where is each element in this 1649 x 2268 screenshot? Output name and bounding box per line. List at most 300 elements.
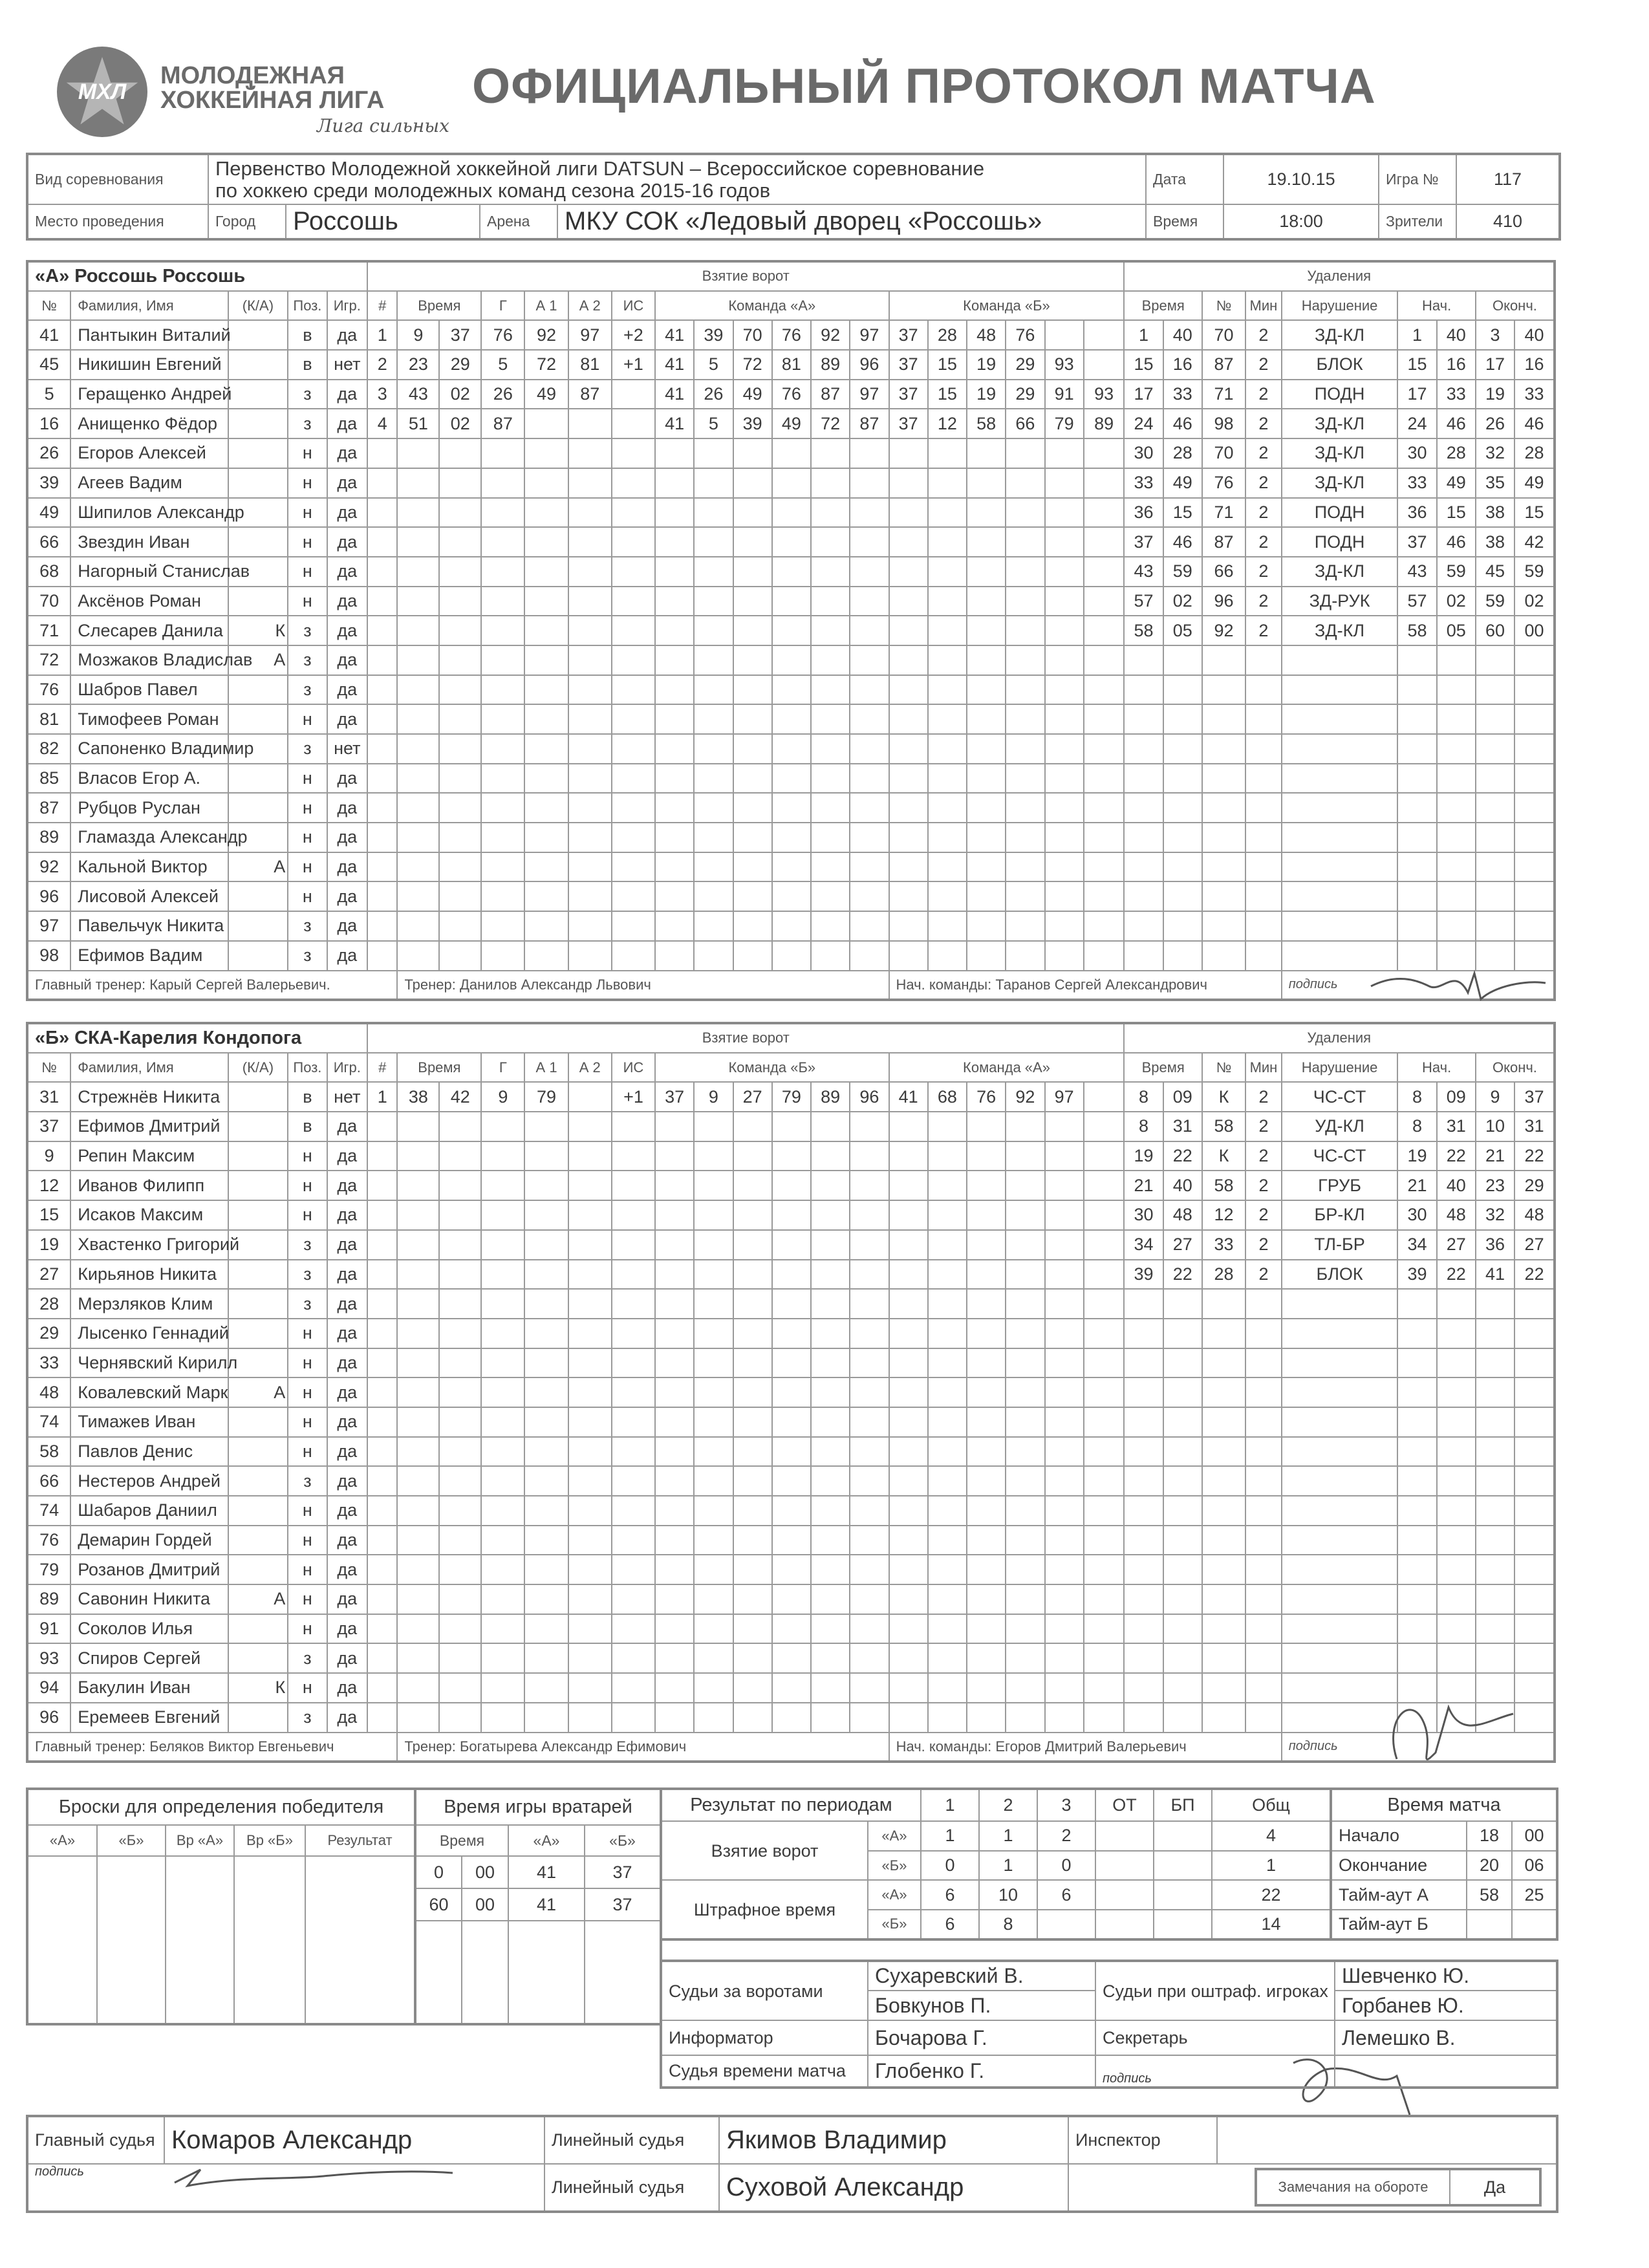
penalty-cell: 05	[1437, 616, 1476, 645]
goal-cell	[928, 1348, 967, 1378]
goal-cell	[439, 793, 481, 823]
on-ice-for: 97	[850, 380, 889, 409]
periods-table	[660, 1787, 1332, 1941]
penalty-cell: ЗД-КЛ	[1282, 409, 1398, 438]
penalty-cell	[1163, 793, 1202, 823]
player-name: Шипилов Александр	[70, 498, 228, 528]
goal-cell	[1045, 1171, 1084, 1200]
goal-cell	[1084, 1200, 1125, 1230]
player-played: да	[327, 527, 368, 557]
player-row	[27, 1584, 1555, 1614]
player-number: 9	[27, 1141, 70, 1171]
column-header: Время	[397, 291, 481, 321]
player-row	[27, 1377, 1555, 1407]
player-role	[228, 350, 288, 380]
on-ice-for: 89	[811, 1082, 850, 1112]
player-row	[27, 438, 1555, 468]
goal-cell	[367, 1614, 397, 1644]
penalty-cell: 34	[1124, 1230, 1163, 1260]
penalty-cell	[1476, 852, 1514, 882]
goal-cell	[811, 1112, 850, 1141]
period-value	[1154, 1910, 1212, 1939]
penalty-cell: 2	[1245, 1200, 1282, 1230]
goal-cell	[772, 764, 811, 794]
goal-cell	[655, 1643, 694, 1673]
penalty-cell	[1476, 1643, 1514, 1673]
match-time-mm	[1512, 1910, 1557, 1939]
goal-cell	[772, 1614, 811, 1644]
goal-cell	[850, 734, 889, 764]
goal-cell	[1045, 764, 1084, 794]
goal-cell	[772, 498, 811, 528]
goal-cell	[889, 468, 928, 498]
goal-cell	[568, 616, 612, 645]
player-name: Лысенко Геннадий	[70, 1319, 228, 1348]
goal-cell	[850, 675, 889, 705]
player-name: Ефимов Вадим	[70, 941, 228, 971]
column-header: Г	[481, 291, 524, 321]
goal-cell	[439, 1319, 481, 1348]
penalty-cell: 28	[1514, 438, 1555, 468]
period-value	[1095, 1821, 1154, 1851]
goal-cell	[568, 881, 612, 911]
player-name: Соколов Илья	[70, 1614, 228, 1644]
penalty-cell: 48	[1514, 1200, 1555, 1230]
penalty-cell: 45	[1476, 557, 1514, 587]
goal-cell	[1084, 1112, 1125, 1141]
goal-cell	[568, 1555, 612, 1584]
player-played: да	[327, 557, 368, 587]
penalty-cell: 59	[1163, 557, 1202, 587]
goal-cell	[694, 1230, 733, 1260]
player-number: 87	[27, 793, 70, 823]
goal-cell	[612, 438, 655, 468]
penalty-cell	[1124, 793, 1163, 823]
penalty-cell	[1202, 1289, 1245, 1319]
goal-cell	[772, 734, 811, 764]
goal-cell	[397, 1141, 439, 1171]
arena-label: Арена	[480, 204, 557, 239]
goal-cell	[367, 438, 397, 468]
goal-cell	[481, 1673, 524, 1703]
goal-cell	[612, 1437, 655, 1467]
player-number: 45	[27, 350, 70, 380]
on-ice-for: 37	[655, 1082, 694, 1112]
goal-cell	[1084, 911, 1125, 941]
penalty-cell	[1397, 1555, 1436, 1584]
penalty-cell	[1245, 1643, 1282, 1673]
goal-cell	[967, 1526, 1006, 1555]
goal-cell	[694, 704, 733, 734]
penalty-cell: ГРУБ	[1282, 1171, 1398, 1200]
goal-cell	[967, 557, 1006, 587]
player-role	[228, 1437, 288, 1467]
goal-cell	[1006, 1437, 1044, 1467]
goal-cell	[568, 852, 612, 882]
goal-cell	[612, 793, 655, 823]
goal-cell	[694, 1171, 733, 1200]
goal-cell	[967, 734, 1006, 764]
goal-cell	[811, 1584, 850, 1614]
goal-cell	[694, 852, 733, 882]
penalty-cell: 30	[1397, 1200, 1436, 1230]
goal-cell	[367, 498, 397, 528]
goal-cell	[481, 911, 524, 941]
penalty-cell	[1202, 941, 1245, 971]
on-ice-against: 93	[1084, 380, 1125, 409]
penalty-cell: БЛОК	[1282, 1260, 1398, 1290]
period-value: 4	[1212, 1821, 1331, 1851]
goal-cell	[524, 1703, 568, 1733]
goal-cell	[655, 1171, 694, 1200]
goal-cell	[367, 1289, 397, 1319]
goal-cell	[733, 1643, 772, 1673]
goal-cell	[367, 675, 397, 705]
penalty-cell: 02	[1514, 587, 1555, 616]
goal-cell	[772, 557, 811, 587]
goal-cell	[655, 1289, 694, 1319]
goal-cell	[481, 587, 524, 616]
penalty-cell	[1514, 1377, 1555, 1407]
player-role	[228, 1112, 288, 1141]
goal-cell	[1045, 1496, 1084, 1526]
goal-cell	[811, 438, 850, 468]
player-number: 31	[27, 1082, 70, 1112]
goal-cell	[397, 823, 439, 852]
goal-cell	[568, 645, 612, 675]
goal-cell	[655, 1555, 694, 1584]
goal-cell	[694, 1200, 733, 1230]
goal-cell	[568, 1584, 612, 1614]
on-ice-against: 97	[1045, 1082, 1084, 1112]
penalty-cell	[1163, 1614, 1202, 1644]
goal-cell	[928, 1496, 967, 1526]
penalty-cell: 16	[1514, 350, 1555, 380]
goal-cell	[1006, 1526, 1044, 1555]
on-ice-against: 28	[928, 320, 967, 350]
goal-cell	[733, 764, 772, 794]
goal-cell	[439, 823, 481, 852]
goal-cell	[397, 498, 439, 528]
penalty-cell	[1476, 1407, 1514, 1437]
penalty-cell: 42	[1514, 527, 1555, 557]
column-header: Команда «Б»	[655, 1053, 889, 1083]
goal-cell	[397, 1437, 439, 1467]
goal-cell	[1084, 1348, 1125, 1378]
penalty-cell	[1476, 823, 1514, 852]
player-name: Сапоненко Владимир	[70, 734, 228, 764]
goal-cell	[1084, 764, 1125, 794]
player-position: н	[288, 468, 327, 498]
period-value: 6	[921, 1910, 979, 1939]
penalty-cell: 38	[1476, 527, 1514, 557]
on-ice-for: 5	[694, 409, 733, 438]
penalty-cell	[1514, 1348, 1555, 1378]
penalty-cell: 8	[1124, 1112, 1163, 1141]
penalty-cell	[1245, 881, 1282, 911]
column-header: №	[27, 1053, 70, 1083]
player-played: да	[327, 409, 368, 438]
goal-cell: 97	[568, 320, 612, 350]
goal-cell	[1045, 793, 1084, 823]
goal-cell	[524, 1584, 568, 1614]
linesman-label-1: Линейный судья	[544, 2116, 719, 2164]
penalty-cell	[1163, 1289, 1202, 1319]
goal-cell	[733, 823, 772, 852]
penalty-cell	[1202, 1407, 1245, 1437]
goal-cell	[568, 1289, 612, 1319]
goal-cell	[928, 764, 967, 794]
goal-cell	[1006, 1171, 1044, 1200]
penalty-cell	[1124, 645, 1163, 675]
on-ice-against: 15	[928, 380, 967, 409]
goal-cell	[1084, 468, 1125, 498]
coach: Тренер: Данилов Александр Львович	[397, 971, 889, 1000]
goal-cell	[397, 1112, 439, 1141]
goal-cell	[772, 438, 811, 468]
goal-cell	[811, 941, 850, 971]
period-value	[1154, 1821, 1212, 1851]
goal-cell	[655, 1200, 694, 1230]
penalty-cell	[1245, 1466, 1282, 1496]
goal-cell	[928, 527, 967, 557]
player-role: А	[228, 1584, 288, 1614]
player-row	[27, 1289, 1555, 1319]
goal-cell	[655, 1614, 694, 1644]
penalty-cell	[1202, 1319, 1245, 1348]
penalty-cell	[1245, 941, 1282, 971]
period-value	[1095, 1851, 1154, 1881]
goal-cell	[1006, 1407, 1044, 1437]
penalty-cell	[1202, 764, 1245, 794]
on-ice-for: 81	[772, 350, 811, 380]
match-time-title: Время матча	[1331, 1789, 1557, 1821]
goal-cell	[481, 438, 524, 468]
penalty-cell	[1245, 1319, 1282, 1348]
goal-cell	[889, 823, 928, 852]
goal-cell	[889, 1614, 928, 1644]
goal-cell	[694, 1526, 733, 1555]
goal-cell	[967, 438, 1006, 468]
linesman-label-2: Линейный судья	[544, 2164, 719, 2212]
goal-cell	[439, 1260, 481, 1290]
column-header: Время	[1124, 291, 1202, 321]
penalty-cell: ЗД-КЛ	[1282, 438, 1398, 468]
player-row	[27, 1200, 1555, 1230]
goal-cell	[568, 1496, 612, 1526]
match-time-table	[1330, 1787, 1558, 1941]
goal-cell	[772, 1141, 811, 1171]
penalty-cell	[1476, 1289, 1514, 1319]
penalty-cell	[1124, 1289, 1163, 1319]
goal-cell	[928, 645, 967, 675]
penalty-cell	[1397, 793, 1436, 823]
goal-cell	[733, 1260, 772, 1290]
penalty-cell	[1397, 645, 1436, 675]
goal-cell	[733, 498, 772, 528]
penalty-cell: 2	[1245, 498, 1282, 528]
player-played: да	[327, 1673, 368, 1703]
penalty-cell	[1397, 1437, 1436, 1467]
penalty-cell: 16	[1163, 350, 1202, 380]
goal-cell	[1084, 881, 1125, 911]
penalty-cell	[1202, 1673, 1245, 1703]
penalty-cell	[1397, 852, 1436, 882]
goal-cell	[568, 704, 612, 734]
goal-cell	[1084, 1614, 1125, 1644]
goal-cell	[811, 1260, 850, 1290]
player-played: да	[327, 1555, 368, 1584]
penalty-cell	[1437, 881, 1476, 911]
match-info-table	[26, 153, 1561, 241]
goal-cell	[694, 498, 733, 528]
on-ice-against: 79	[1045, 409, 1084, 438]
player-role	[228, 1466, 288, 1496]
goal-cell	[655, 764, 694, 794]
on-ice-against: 29	[1006, 350, 1044, 380]
player-role	[228, 1526, 288, 1555]
goal-cell	[367, 704, 397, 734]
goal-cell	[967, 1348, 1006, 1378]
player-position: н	[288, 557, 327, 587]
column-header: А 2	[568, 1053, 612, 1083]
goal-cell	[733, 734, 772, 764]
goal-cell	[1045, 1643, 1084, 1673]
player-name: Агеев Вадим	[70, 468, 228, 498]
penalty-cell: 2	[1245, 409, 1282, 438]
goal-cell	[524, 1348, 568, 1378]
spectators-label: Зрители	[1379, 204, 1456, 239]
penalty-cell: 87	[1202, 527, 1245, 557]
goal-cell	[1006, 1348, 1044, 1378]
player-role	[228, 587, 288, 616]
goal-cell	[524, 438, 568, 468]
goal-cell	[811, 1200, 850, 1230]
penalty-judge-1: Шевченко Ю.	[1335, 1961, 1557, 1991]
goal-cell	[568, 675, 612, 705]
goal-cell	[733, 557, 772, 587]
penalty-cell: 58	[1202, 1112, 1245, 1141]
goal-cell	[397, 1614, 439, 1644]
goalie-b-col: «Б»	[585, 1825, 661, 1856]
penalty-cell	[1437, 823, 1476, 852]
goal-cell	[524, 616, 568, 645]
goal-cell	[1045, 1526, 1084, 1555]
goal-cell	[1006, 1230, 1044, 1260]
goal-cell	[733, 911, 772, 941]
goal-cell	[1006, 1584, 1044, 1614]
player-position: н	[288, 1200, 327, 1230]
penalty-cell: 30	[1124, 438, 1163, 468]
goal-cell	[568, 1348, 612, 1378]
goal-cell	[655, 438, 694, 468]
player-number: 96	[27, 1703, 70, 1733]
penalty-cell	[1514, 1526, 1555, 1555]
on-ice-against: 37	[889, 350, 928, 380]
player-position: в	[288, 1112, 327, 1141]
remarks-table	[1255, 2168, 1542, 2207]
penalty-cell	[1397, 704, 1436, 734]
column-header: №	[1202, 1053, 1245, 1083]
goal-cell	[772, 793, 811, 823]
penalty-cell: 59	[1514, 557, 1555, 587]
penalty-cell	[1282, 675, 1398, 705]
timekeeper-label: Судья времени матча	[661, 2055, 868, 2088]
goal-cell	[612, 498, 655, 528]
column-header: А 2	[568, 291, 612, 321]
goal-cell	[439, 1703, 481, 1733]
penalty-cell: 15	[1397, 350, 1436, 380]
goal-cell	[1084, 793, 1125, 823]
penalty-cell	[1282, 1437, 1398, 1467]
penalty-cell	[1124, 1614, 1163, 1644]
goal-cell	[1006, 498, 1044, 528]
goal-cell	[524, 1437, 568, 1467]
goal-judges-label: Судьи за воротами	[661, 1961, 868, 2020]
penalty-cell: 9	[1476, 1082, 1514, 1112]
player-number: 68	[27, 557, 70, 587]
goal-cell	[612, 1141, 655, 1171]
goal-cell	[694, 1703, 733, 1733]
penalty-cell	[1245, 1614, 1282, 1644]
on-ice-against: 29	[1006, 380, 1044, 409]
goal-cell	[481, 823, 524, 852]
player-played: нет	[327, 1082, 368, 1112]
goal-cell	[694, 1260, 733, 1290]
penalty-cell	[1163, 911, 1202, 941]
goal-cell	[397, 1643, 439, 1673]
player-role	[228, 320, 288, 350]
goal-cell	[397, 881, 439, 911]
goal-cell	[1045, 1555, 1084, 1584]
penalty-cell	[1476, 793, 1514, 823]
player-number: 12	[27, 1171, 70, 1200]
column-header: ИС	[612, 1053, 655, 1083]
player-position: н	[288, 587, 327, 616]
goal-cell	[655, 1141, 694, 1171]
player-position: з	[288, 941, 327, 971]
goal-cell	[1006, 645, 1044, 675]
penalty-cell	[1437, 1466, 1476, 1496]
goal-cell	[811, 823, 850, 852]
goal-cell	[1006, 764, 1044, 794]
penalty-cell: УД-КЛ	[1282, 1112, 1398, 1141]
goal-cell	[772, 1437, 811, 1467]
goal-cell	[524, 1141, 568, 1171]
goal-cell	[772, 1703, 811, 1733]
player-number: 66	[27, 527, 70, 557]
on-ice-for: 72	[811, 409, 850, 438]
player-row	[27, 1643, 1555, 1673]
goal-cell	[889, 1496, 928, 1526]
player-position: н	[288, 1555, 327, 1584]
player-played: да	[327, 1703, 368, 1733]
on-ice-against: 15	[928, 350, 967, 380]
player-played: да	[327, 1614, 368, 1644]
penalty-cell	[1124, 1377, 1163, 1407]
goal-cell	[367, 911, 397, 941]
goalie-time-cell: 00	[462, 1888, 508, 1921]
goal-cell	[694, 1348, 733, 1378]
goal-cell	[655, 852, 694, 882]
player-number: 29	[27, 1319, 70, 1348]
penalty-cell	[1514, 1319, 1555, 1348]
goal-cell	[772, 587, 811, 616]
penalty-cell	[1397, 1526, 1436, 1555]
goal-cell: 87	[568, 380, 612, 409]
goal-cell	[850, 881, 889, 911]
goal-cell	[524, 911, 568, 941]
